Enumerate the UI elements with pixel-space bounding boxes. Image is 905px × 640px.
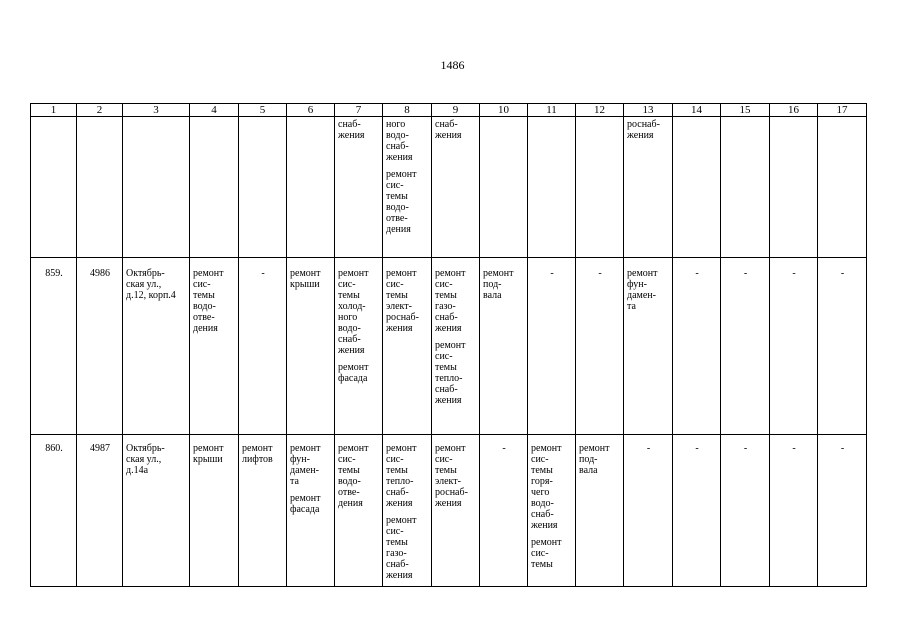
- col-header-6: 6: [287, 104, 335, 117]
- cell-entry: ремонт сис- темы газо- снаб- жения: [435, 268, 466, 334]
- cell-c15: [721, 258, 770, 435]
- table-row: [31, 258, 867, 435]
- cell-c4: [190, 435, 239, 587]
- col-header-16: 16: [770, 104, 818, 117]
- cell-c14: [673, 435, 721, 587]
- cell-c11: [528, 117, 576, 258]
- col-header-7: 7: [335, 104, 383, 117]
- cell-entry: ремонт сис- темы элект- роснаб- жения: [435, 443, 468, 509]
- cell-c6: [287, 117, 335, 258]
- cell-entry: -: [502, 443, 506, 454]
- cell-entry: ремонт сис- темы водо- отве- дения: [338, 443, 369, 509]
- cell-c15: [721, 117, 770, 258]
- cell-c5: [239, 435, 287, 587]
- cell-c7: [335, 258, 383, 435]
- cell-entry: ного водо- снаб- жения: [386, 119, 413, 163]
- cell-c11: [528, 258, 576, 435]
- cell-entry: -: [840, 443, 845, 454]
- cell-c16: [770, 258, 818, 435]
- col-header-8: 8: [383, 104, 432, 117]
- cell-c13: [624, 258, 673, 435]
- cell-entry: снаб- жения: [338, 119, 365, 141]
- cell-entry: -: [743, 443, 748, 454]
- cell-c16: [770, 435, 818, 587]
- cell-c6: [287, 435, 335, 587]
- cell-c4: [190, 117, 239, 258]
- cell-entry: -: [792, 268, 796, 279]
- col-header-14: 14: [673, 104, 721, 117]
- cell-entry: ремонт под- вала: [579, 443, 610, 476]
- continuation-row: [31, 117, 867, 258]
- col-header-2: 2: [77, 104, 123, 117]
- cell-c12: [576, 117, 624, 258]
- cell-entry: снаб- жения: [435, 119, 462, 141]
- cell-entry: ремонт сис- темы тепло- снаб- жения: [386, 443, 417, 509]
- cell-entry: ремонт сис- темы водо- отве- дения: [386, 169, 417, 235]
- cell-c7: [335, 117, 383, 258]
- cell-c8: [383, 258, 432, 435]
- cell-entry: ремонт фасада: [290, 493, 321, 515]
- cell-entry: -: [550, 268, 554, 279]
- cell-c12: [576, 258, 624, 435]
- header-row: [31, 104, 867, 117]
- cell-entry: ремонт сис- темы холод- ного водо- снаб- жения: [338, 268, 369, 356]
- cell-entry: роснаб- жения: [627, 119, 660, 141]
- row-address: Октябрь- ская ул., д.12, корп.4: [123, 258, 190, 435]
- col-header-12: 12: [576, 104, 624, 117]
- register-table: [30, 103, 867, 587]
- cell-entry: ремонт сис- темы горя- чего водо- снаб- жения: [531, 443, 562, 531]
- cell-entry: ремонт сис- темы элект- роснаб- жения: [386, 268, 419, 334]
- cell-entry: -: [743, 268, 748, 279]
- cell-entry: -: [792, 443, 796, 454]
- cell-c16: [770, 117, 818, 258]
- row-code: 4987: [77, 435, 123, 587]
- cell-entry: ремонт сис- темы газо- снаб- жения: [386, 515, 417, 581]
- cell-c3: [123, 117, 190, 258]
- col-header-13: 13: [624, 104, 673, 117]
- cell-c5: [239, 117, 287, 258]
- cell-entry: -: [261, 268, 265, 279]
- cell-c7: [335, 435, 383, 587]
- cell-c13: [624, 435, 673, 587]
- col-header-9: 9: [432, 104, 480, 117]
- cell-c9: [432, 117, 480, 258]
- cell-c17: [818, 117, 867, 258]
- cell-c1: [31, 117, 77, 258]
- cell-entry: ремонт фун- дамен- та: [627, 268, 658, 312]
- cell-entry: ремонт лифтов: [242, 443, 273, 465]
- cell-c10: [480, 258, 528, 435]
- cell-c17: [818, 435, 867, 587]
- cell-c6: [287, 258, 335, 435]
- cell-c2: [77, 117, 123, 258]
- cell-c8: [383, 435, 432, 587]
- col-header-1: 1: [31, 104, 77, 117]
- col-header-17: 17: [818, 104, 867, 117]
- cell-entry: ремонт крыши: [290, 268, 321, 290]
- row-address: Октябрь- ская ул., д.14а: [123, 435, 190, 587]
- cell-c8: [383, 117, 432, 258]
- cell-c9: [432, 435, 480, 587]
- row-number: 860.: [31, 435, 77, 587]
- cell-entry: -: [598, 268, 602, 279]
- cell-entry: ремонт сис- темы: [531, 537, 562, 570]
- cell-entry: -: [695, 443, 699, 454]
- cell-entry: ремонт сис- темы водо- отве- дения: [193, 268, 224, 334]
- col-header-11: 11: [528, 104, 576, 117]
- cell-c15: [721, 435, 770, 587]
- cell-entry: ремонт крыши: [193, 443, 224, 465]
- cell-c10: [480, 435, 528, 587]
- cell-c13: [624, 117, 673, 258]
- cell-c10: [480, 117, 528, 258]
- cell-entry: ремонт сис- темы тепло- снаб- жения: [435, 340, 466, 406]
- col-header-10: 10: [480, 104, 528, 117]
- row-code: 4986: [77, 258, 123, 435]
- cell-c17: [818, 258, 867, 435]
- cell-c12: [576, 435, 624, 587]
- cell-entry: ремонт фасада: [338, 362, 369, 384]
- col-header-15: 15: [721, 104, 770, 117]
- cell-c9: [432, 258, 480, 435]
- table-row: [31, 435, 867, 587]
- cell-entry: -: [695, 268, 699, 279]
- cell-entry: ремонт фун- дамен- та: [290, 443, 321, 487]
- cell-c4: [190, 258, 239, 435]
- col-header-3: 3: [123, 104, 190, 117]
- col-header-4: 4: [190, 104, 239, 117]
- page-number: 1486: [440, 58, 465, 72]
- col-header-5: 5: [239, 104, 287, 117]
- row-number: 859.: [31, 258, 77, 435]
- cell-entry: -: [646, 443, 651, 454]
- cell-entry: -: [840, 268, 845, 279]
- cell-c11: [528, 435, 576, 587]
- cell-entry: ремонт под- вала: [483, 268, 514, 301]
- cell-c5: [239, 258, 287, 435]
- cell-c14: [673, 117, 721, 258]
- cell-c14: [673, 258, 721, 435]
